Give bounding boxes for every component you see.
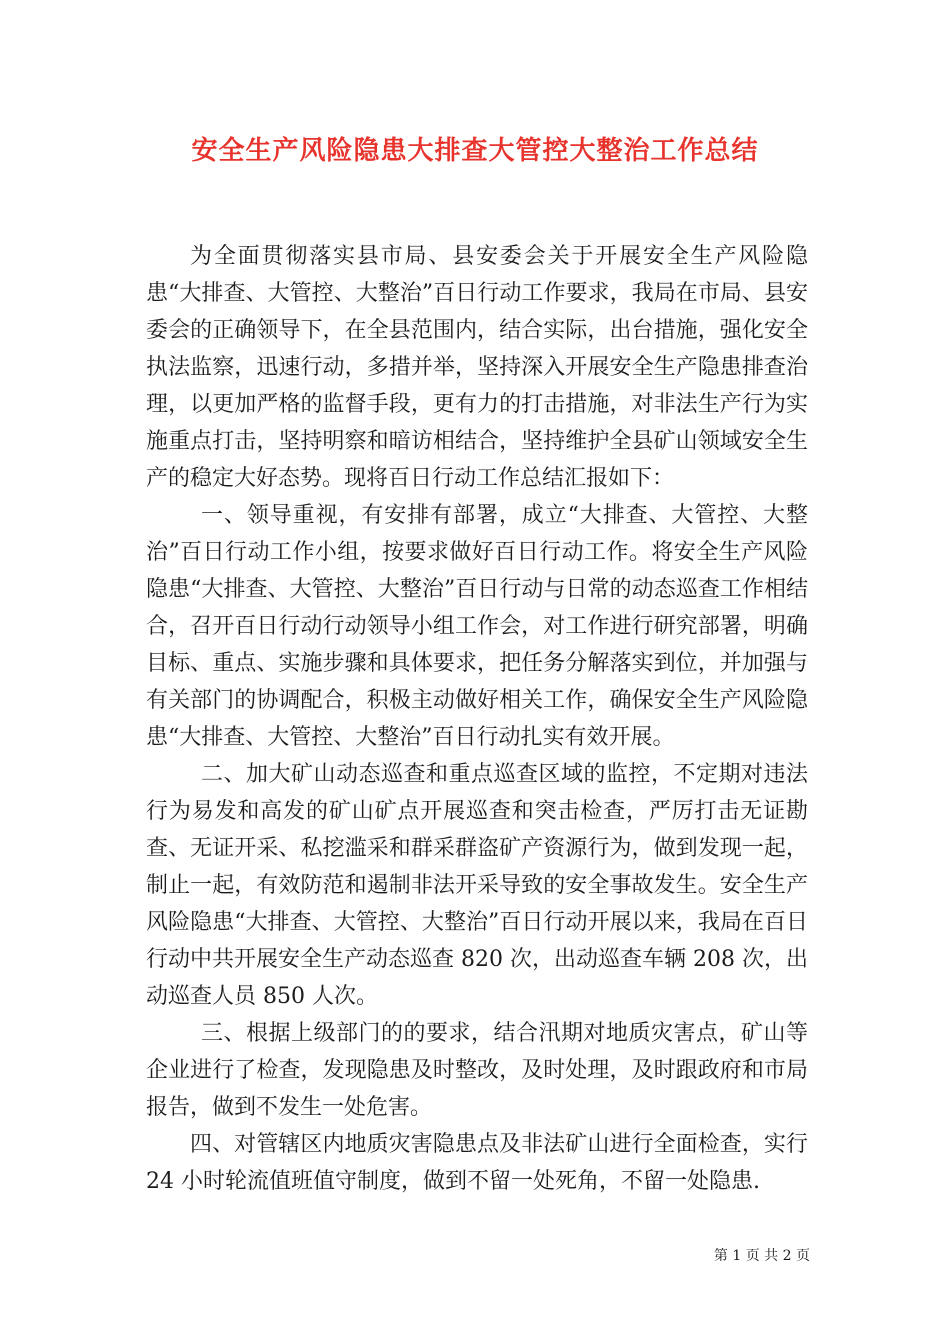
page-number: 第 1 页 共 2 页: [713, 1248, 810, 1264]
paragraph-section-3: 三、根据上级部门的的要求，结合汛期对地质灾害点，矿山等企业进行了检查，发现隐患及时整改，及时处理，及时跟政府和市局报告，做到不发生一处危害。: [146, 1021, 808, 1120]
paragraph-intro: 为全面贯彻落实县市局、县安委会关于开展安全生产风险隐患“大排查、大管控、大整治”百日行动工作要求，我局在市局、县安委会的正确领导下，在全县范围内，结合实际，出台措施，强化安全执法监察，迅速行动，多措并举，坚持深入开展安全生产隐患排查治理，以更加严格的监督手段，更有力的打击措施，对非法生产行为实施重点打击，坚持明察和暗访相结合，坚持维护全县矿山领域安全生产的稳定大好态势。现将百日行动工作总结汇报如下：: [146, 244, 808, 491]
paragraph-section-1: 一、领导重视，有安排有部署，成立“大排查、大管控、大整治”百日行动工作小组，按要求做好百日行动工作。将安全生产风险隐患“大排查、大管控、大整治”百日行动与日常的动态巡查工作相结合，召开百日行动行动领导小组工作会，对工作进行研究部署，明确目标、重点、实施步骤和具体要求，把任务分解落实到位，并加强与有关部门的协调配合，积极主动做好相关工作，确保安全生产风险隐患“大排查、大管控、大整治”百日行动扎实有效开展。: [146, 503, 808, 750]
document-title: 安全生产风险隐患大排查大管控大整治工作总结: [191, 136, 759, 166]
paragraph-section-4: 四、对管辖区内地质灾害隐患点及非法矿山进行全面检查，实行 24 小时轮流值班值守制度，做到不留一处死角，不留一处隐患.: [146, 1132, 808, 1194]
document-body: [146, 238, 808, 1200]
paragraph-section-2: 二、加大矿山动态巡查和重点巡查区域的监控，不定期对违法行为易发和高发的矿山矿点开展巡查和突击检查，严厉打击无证勘查、无证开采、私挖滥采和群采群盗矿产资源行为，做到发现一起，制止一起，有效防范和遏制非法开采导致的安全事故发生。安全生产风险隐患“大排查、大管控、大整治”百日行动开展以来，我局在百日行动中共开展安全生产动态巡查 820 次，出动巡查车辆 208 次，出动巡查人员 850 人次。: [146, 762, 808, 1009]
